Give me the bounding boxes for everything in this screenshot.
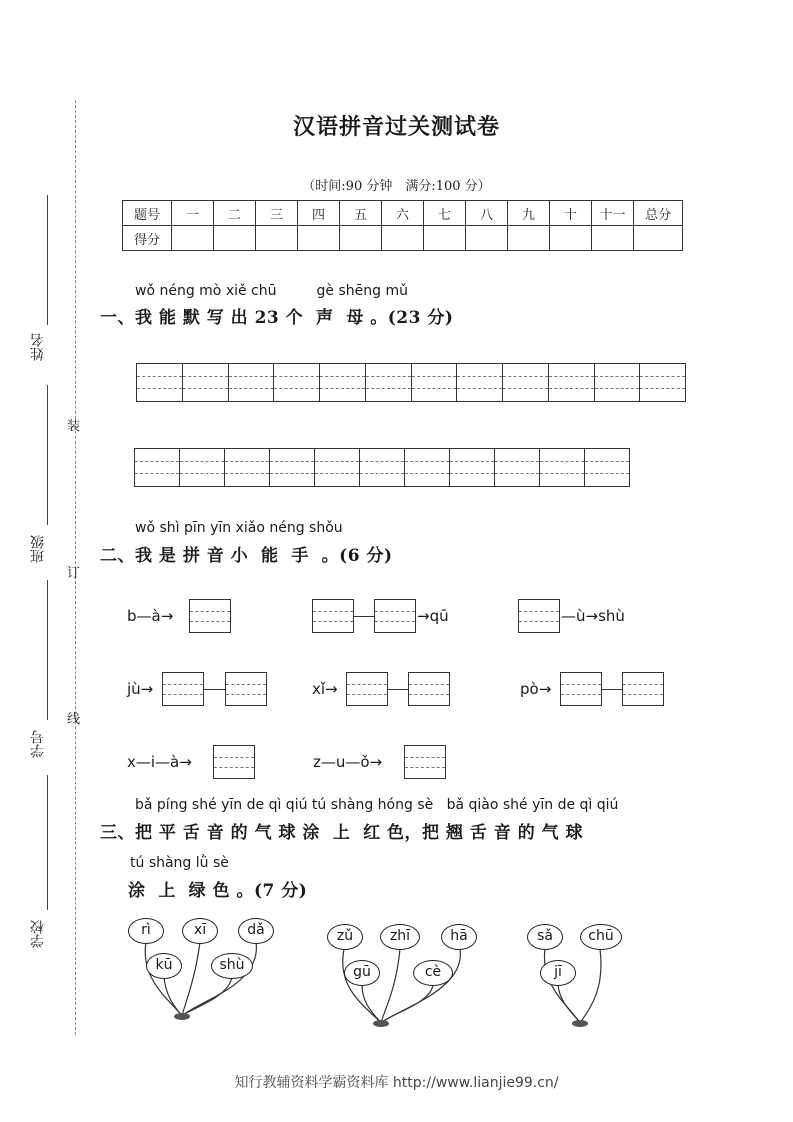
- exam-time-info: （时间:90 分钟 满分:100 分）: [302, 179, 491, 194]
- q2-item-xia: x—i—à→: [127, 753, 192, 771]
- binding-char-zhuang: 装: [67, 419, 81, 434]
- balloon[interactable]: jī: [540, 960, 576, 986]
- score-header-cell: 九: [508, 201, 550, 226]
- binding-char-xian: 线: [67, 712, 81, 727]
- score-header-cell: 题号: [123, 201, 172, 226]
- score-row-label: 得分: [123, 226, 172, 251]
- balloon[interactable]: zǔ: [327, 924, 363, 950]
- q2-item-qu: →qū: [417, 607, 449, 625]
- score-header-cell: 四: [298, 201, 340, 226]
- q2-item-shu: —ù→shù: [561, 607, 625, 625]
- score-header-cell: 五: [340, 201, 382, 226]
- q2-item-ju: jù→: [127, 680, 154, 698]
- balloon-knot: [572, 1020, 588, 1027]
- page-title: 汉语拼音过关测试卷: [292, 114, 500, 140]
- q3-text-line-1: 三、把 平 舌 音 的 气 球 涂 上 红 色，把 翘 舌 音 的 气 球: [100, 823, 584, 843]
- q2-text: 二、我 是 拼 音 小 能 手 。(6 分): [100, 546, 393, 566]
- score-header-cell: 总分: [634, 201, 683, 226]
- class-label: 班级: [30, 535, 46, 563]
- q2-item-xi: xǐ→: [312, 680, 338, 698]
- balloon[interactable]: shù: [211, 953, 253, 979]
- score-header-cell: 十一: [592, 201, 634, 226]
- school-label: 学校: [30, 920, 46, 948]
- balloon[interactable]: dǎ: [238, 918, 274, 944]
- balloon-knot: [174, 1013, 190, 1020]
- score-header-cell: 七: [424, 201, 466, 226]
- name-label: 姓名: [30, 333, 46, 361]
- footer-watermark: 知行教辅资料学霸资料库 http://www.lianjie99.cn/: [234, 1075, 559, 1091]
- balloon[interactable]: chū: [580, 924, 622, 950]
- score-header-cell: 二: [214, 201, 256, 226]
- q2-pinyin: wǒ shì pīn yīn xiǎo néng shǒu: [135, 520, 343, 536]
- q1-text: 一、我 能 默 写 出 23 个 声 母 。(23 分): [100, 308, 454, 328]
- balloon[interactable]: xī: [182, 918, 218, 944]
- q3-pinyin-line-1: bǎ píng shé yīn de qì qiú tú shàng hóng sè bǎ qiào shé yīn de qì qiú: [135, 797, 619, 813]
- score-header-cell: 十: [550, 201, 592, 226]
- balloon[interactable]: gū: [344, 960, 380, 986]
- score-header-cell: 六: [382, 201, 424, 226]
- binding-char-ding: 订: [67, 566, 81, 581]
- balloon-knot: [373, 1020, 389, 1027]
- q2-item-po: pò→: [520, 680, 552, 698]
- balloon[interactable]: zhī: [380, 924, 420, 950]
- score-header-cell: 三: [256, 201, 298, 226]
- q1-pinyin: wǒ néng mò xiě chū gè shēng mǔ: [135, 283, 408, 299]
- balloon[interactable]: hā: [441, 924, 477, 950]
- balloon[interactable]: rì: [128, 918, 164, 944]
- q2-item-ba: b—à→: [127, 607, 174, 625]
- number-label: 学号: [30, 730, 46, 758]
- balloon[interactable]: sǎ: [527, 924, 563, 950]
- q3-pinyin-line-2: tú shàng lǜ sè: [130, 855, 229, 871]
- score-header-cell: 一: [172, 201, 214, 226]
- balloon[interactable]: cè: [413, 960, 453, 986]
- q2-item-zuo: z—u—ǒ→: [313, 753, 383, 771]
- q3-text-line-2: 涂 上 绿 色 。(7 分): [128, 881, 308, 901]
- score-header-cell: 八: [466, 201, 508, 226]
- balloon[interactable]: kū: [146, 953, 182, 979]
